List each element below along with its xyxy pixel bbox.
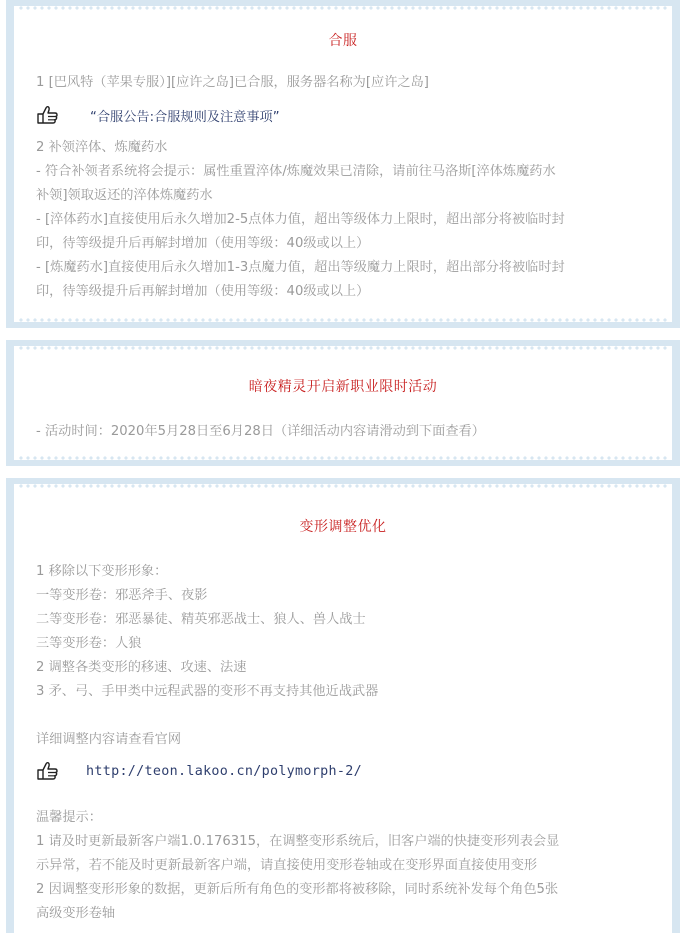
polymorph-line-8: 温馨提示： [36,810,102,825]
polymorph-card [6,478,680,933]
merge-line-3a: - 符合补领者系统将会提示：属性重置淬体/炼魔效果已清除，请前往马洛斯[淬体炼魔药水 [36,164,556,179]
merge-line-1: 1 [巴风特（苹果专服）][应许之岛]已合服，服务器名称为[应许之岛] [36,75,429,90]
polymorph-line-1: 1 移除以下变形形象： [36,564,168,579]
merge-notice-link[interactable]: “合服公告:合服规则及注意事项” [90,109,280,125]
merge-line-4b: 印，待等级提升后再解封增加（使用等级：40级或以上） [36,236,370,251]
merge-title: 合服 [328,33,358,49]
merge-line-5a: - [炼魔药水]直接使用后永久增加1-3点魔力值，超出等级魔力上限时，超出部分将被临时封 [36,260,565,275]
merge-line-3b: 补领]领取返还的淬体炼魔药水 [36,188,213,203]
polymorph-line-9a: 1 请及时更新最新客户端1.0.176315，在调整变形系统后，旧客户端的快捷变形列表会显 [36,834,560,849]
event-title: 暗夜精灵开启新职业限时活动 [248,379,438,395]
event-card-inner [14,346,672,460]
merge-card-inner [14,6,672,322]
polymorph-line-5: 2 调整各类变形的移速、攻速、法速 [36,660,247,675]
polymorph-line-2: 一等变形卷：邪恶斧手、夜影 [36,588,208,603]
merge-line-4a: - [淬体药水]直接使用后永久增加2-5点体力值，超出等级体力上限时，超出部分将被临时封 [36,212,565,227]
polymorph-line-10a: 2 因调整变形形象的数据，更新后所有角色的变形都将被移除，同时系统补发每个角色5张 [36,882,559,897]
pointing-hand-icon [36,105,58,125]
merge-notice[interactable] [36,103,658,127]
polymorph-line-4: 三等变形卷：人狼 [36,636,142,651]
polymorph-line-9b: 示异常，若不能及时更新最新客户端，请直接使用变形卷轴或在变形界面直接使用变形 [36,858,538,873]
merge-line-2: 2 补领淬体、炼魔药水 [36,140,168,155]
merge-line-5b: 印，待等级提升后再解封增加（使用等级：40级或以上） [36,284,370,299]
merge-card [6,0,680,328]
polymorph-url-row[interactable] [36,759,658,783]
event-time-line: - 活动时间：2020年5月28日至6月28日（详细活动内容请滑动到下面查看） [36,424,485,439]
polymorph-line-3: 二等变形卷：邪恶暴徒、精英邪恶战士、狼人、兽人战士 [36,612,366,627]
polymorph-card-inner [14,484,672,933]
polymorph-line-10b: 高级变形卷轴 [36,906,116,921]
polymorph-line-7: 详细调整内容请查看官网 [36,732,182,747]
polymorph-url-link[interactable]: http://teon.lakoo.cn/polymorph-2/ [86,763,362,779]
pointing-hand-icon [36,761,58,781]
polymorph-line-6: 3 矛、弓、手甲类中远程武器的变形不再支持其他近战武器 [36,684,379,699]
polymorph-title: 变形调整优化 [299,519,387,535]
event-card [6,340,680,466]
